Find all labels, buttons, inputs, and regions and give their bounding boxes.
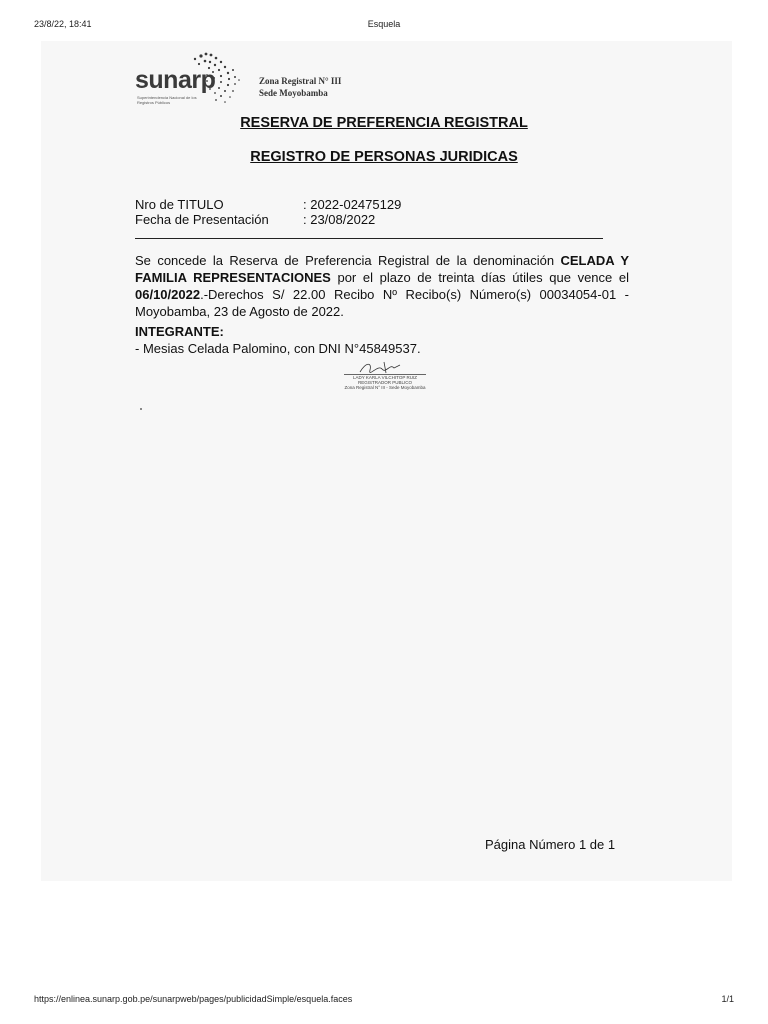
field-value: : 23/08/2022	[303, 212, 376, 227]
zona-label: Zona Registral N° III	[259, 76, 342, 86]
divider	[135, 238, 603, 239]
logo-tagline: Superintendencia Nacional de los Registros Públicos	[137, 95, 197, 105]
field-value: : 2022-02475129	[303, 197, 402, 212]
print-header	[0, 19, 768, 33]
print-datetime: 23/8/22, 18:41	[34, 19, 92, 29]
document-title: RESERVA DE PREFERENCIA REGISTRAL	[240, 115, 528, 131]
vencimiento-date: 06/10/2022	[135, 287, 201, 302]
signature-name: LADY KARLA VILCHITOP RUIZ	[344, 374, 426, 380]
integrante-heading: INTEGRANTE:	[135, 324, 224, 339]
sede-label: Sede Moyobamba	[259, 88, 328, 98]
print-page-count: 1/1	[721, 994, 734, 1004]
body-text-2: por el plazo de treinta días útiles que vence el	[330, 270, 629, 285]
document-page	[41, 41, 732, 881]
body-text-1: Se concede la Reserva de Preferencia Registral de la denominación	[135, 253, 561, 268]
print-title: Esquela	[367, 19, 401, 29]
signature-role: REGISTRADOR PUBLICO	[357, 380, 412, 385]
signature-office: Zona Registral N° III - Sede Moyobamba	[344, 385, 426, 390]
field-label: Nro de TITULO	[135, 197, 224, 212]
stray-dot	[140, 408, 142, 410]
print-url: https://enlinea.sunarp.gob.pe/sunarpweb/pages/publicidadSimple/esquela.faces	[34, 994, 353, 1004]
document-subtitle: REGISTRO DE PERSONAS JURIDICAS	[250, 149, 518, 165]
integrante-line: - Mesias Celada Palomino, con DNI N°45849537.	[135, 341, 421, 356]
denominacion: CELADA Y FAMILIA REPRESENTACIONES	[135, 253, 629, 285]
zona-registral	[259, 75, 341, 99]
logo-brand: sunarp	[135, 66, 216, 94]
sunarp-logo	[135, 50, 365, 112]
print-footer	[0, 994, 768, 1008]
field-label: Fecha de Presentación	[135, 212, 269, 227]
signature	[340, 360, 430, 392]
page-number: Página Número 1 de 1	[485, 837, 616, 852]
body-text-3: .-Derechos S/ 22.00 Recibo Nº Recibo(s) Número(s) 00034054-01 - Moyobamba, 23 de Agosto de 2022.	[135, 287, 629, 319]
body-paragraph	[135, 252, 629, 320]
